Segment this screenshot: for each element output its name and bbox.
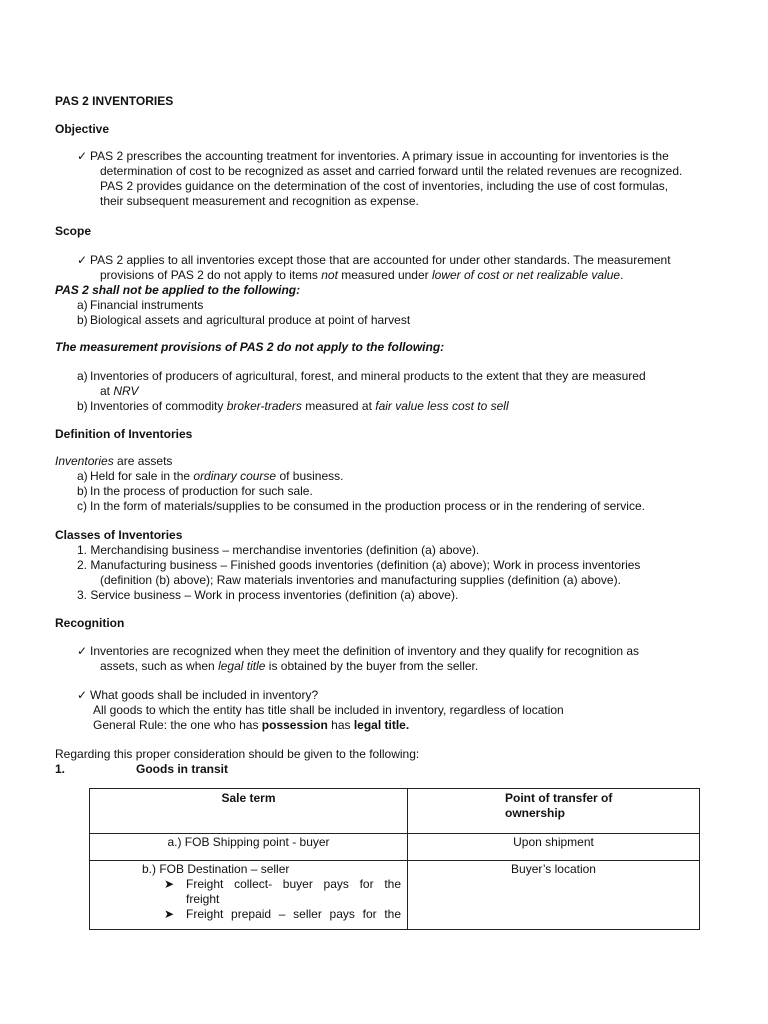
- list-item: ➤ Freight collect- buyer pays for the freight: [164, 877, 401, 906]
- goods-in-transit-table: [89, 788, 700, 930]
- transfer-point-header: Point of transfer of ownership: [408, 789, 700, 834]
- check-icon: ✓: [77, 644, 88, 658]
- measurement-heading: The measurement provisions of PAS 2 do not apply to the following:: [55, 340, 445, 354]
- scope-line-2: provisions of PAS 2 do not apply to items not measured under lower of cost or net realizable value.: [100, 268, 624, 282]
- list-item: 3. Service business – Work in process inventories (definition (a) above).: [77, 588, 459, 602]
- scope-paragraph: [77, 253, 707, 283]
- recognition-line-1: Inventories are recognized when they meet the definition of inventory and they qualify for recognition as: [90, 644, 639, 658]
- transfer-point-cell: Buyer’s location: [408, 861, 700, 930]
- not-applied-heading: PAS 2 shall not be applied to the following:: [55, 283, 301, 297]
- goods-in-transit-heading: Goods in transit: [136, 762, 229, 776]
- list-item: 2. Manufacturing business – Finished goods inventories (definition (a) above); Work in process inventories: [77, 558, 641, 572]
- list-item: a) Financial instruments: [77, 298, 204, 312]
- list-item: a) Held for sale in the ordinary course of business.: [77, 469, 344, 483]
- recognition-question: [77, 688, 707, 733]
- definition-heading: Definition of Inventories: [55, 427, 193, 441]
- definition-intro: Inventories are assets: [55, 454, 173, 468]
- objective-heading: Objective: [55, 122, 110, 136]
- check-icon: ✓: [77, 688, 88, 702]
- sale-term-header: Sale term: [90, 789, 408, 834]
- table-header-row: [90, 789, 700, 834]
- check-icon: ✓: [77, 253, 88, 267]
- list-item-continuation: (definition (b) above); Raw materials inventories and manufacturing supplies (definition (a) above).: [100, 573, 621, 587]
- recognition-heading: Recognition: [55, 616, 125, 630]
- question-line: What goods shall be included in inventory?: [90, 688, 319, 702]
- table-row: [90, 834, 700, 861]
- page-title: PAS 2 INVENTORIES: [55, 94, 174, 108]
- general-rule-line: General Rule: the one who has possession has legal title.: [93, 718, 410, 732]
- objective-line-1: PAS 2 prescribes the accounting treatment for inventories. A primary issue in accounting for inventories is the: [90, 149, 669, 163]
- list-item: ➤ Freight prepaid – seller pays for the: [164, 907, 401, 921]
- check-icon: ✓: [77, 149, 88, 163]
- arrow-bullet-icon: ➤: [164, 877, 175, 891]
- goods-in-transit-number: 1.: [55, 762, 66, 776]
- list-item: c) In the form of materials/supplies to be consumed in the production process or in the rendering of service.: [77, 499, 645, 513]
- table-row: [90, 861, 700, 930]
- classes-heading: Classes of Inventories: [55, 528, 183, 542]
- objective-line-3: PAS 2 provides guidance on the determination of the cost of inventories, including the use of cost formulas,: [100, 179, 669, 193]
- list-item: 1. Merchandising business – merchandise inventories (definition (a) above).: [77, 543, 480, 557]
- regarding-text: Regarding this proper consideration should be given to the following:: [55, 747, 420, 761]
- scope-heading: Scope: [55, 224, 92, 238]
- sale-term-cell: b.) FOB Destination – seller ➤ Freight collect- buyer pays for the freight ➤ Freight prepaid – seller pays for the: [90, 861, 408, 930]
- list-item: b) In the process of production for such sale.: [77, 484, 313, 498]
- recognition-paragraph: [77, 644, 707, 674]
- list-item: b) Biological assets and agricultural produce at point of harvest: [77, 313, 411, 327]
- objective-line-2: determination of cost to be recognized as asset and carried forward until the related revenues are recognized.: [100, 164, 683, 178]
- list-item: b) Inventories of commodity broker-traders measured at fair value less cost to sell: [77, 399, 509, 413]
- arrow-bullet-icon: ➤: [164, 907, 175, 921]
- sale-term-cell: a.) FOB Shipping point - buyer: [90, 834, 408, 861]
- recognition-line-2: assets, such as when legal title is obtained by the buyer from the seller.: [100, 659, 479, 673]
- answer-line: All goods to which the entity has title shall be included in inventory, regardless of location: [93, 703, 564, 717]
- objective-paragraph: [77, 149, 707, 209]
- list-item: a) Inventories of producers of agricultural, forest, and mineral products to the extent that they are measured at NRV: [77, 369, 646, 398]
- objective-line-4: their subsequent measurement and recognition as expense.: [100, 194, 419, 208]
- scope-line-1: PAS 2 applies to all inventories except those that are accounted for under other standards. The measurement: [90, 253, 671, 267]
- transfer-point-cell: Upon shipment: [408, 834, 700, 861]
